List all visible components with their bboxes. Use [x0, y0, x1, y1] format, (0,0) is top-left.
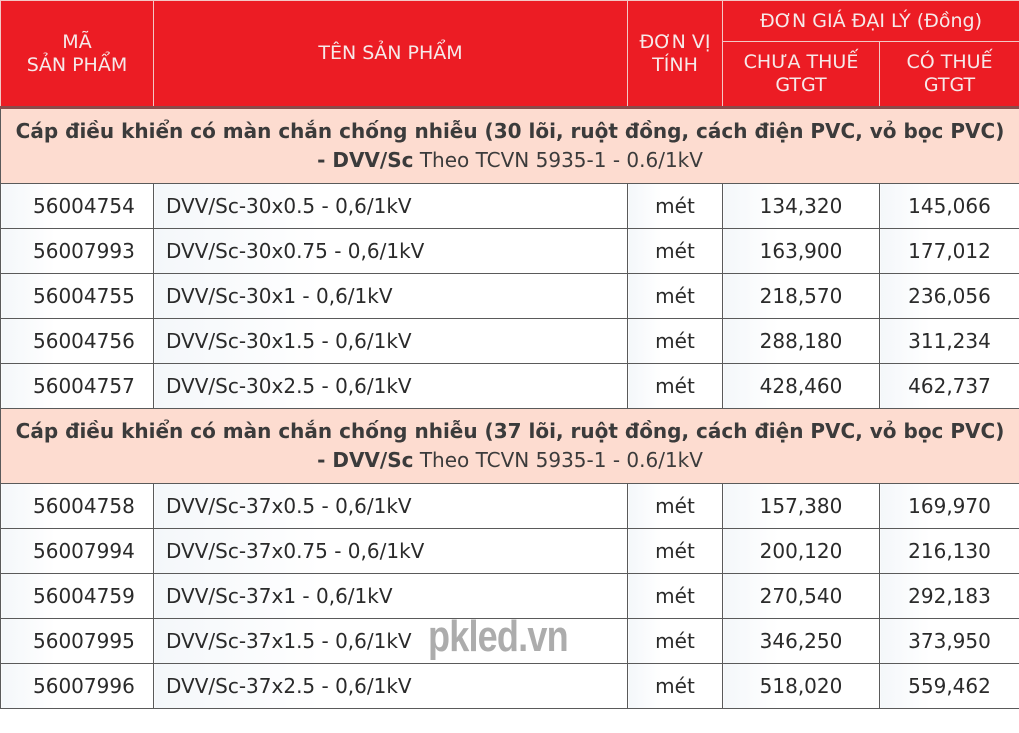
price-incl-vat: 236,056 — [880, 274, 1019, 319]
product-code: 56004757 — [1, 364, 154, 409]
price-excl-vat: 157,380 — [723, 484, 880, 529]
price-incl-vat: 292,183 — [880, 574, 1019, 619]
table-row — [1, 574, 1019, 619]
product-name: DVV/Sc-30x0.75 - 0,6/1kV — [154, 229, 628, 274]
product-code: 56004759 — [1, 574, 154, 619]
header-price-incl-vat — [880, 42, 1019, 108]
product-name: DVV/Sc-30x2.5 - 0,6/1kV — [154, 364, 628, 409]
price-excl-vat: 218,570 — [723, 274, 880, 319]
price-excl-vat: 518,020 — [723, 664, 880, 709]
product-name: DVV/Sc-37x1 - 0,6/1kV — [154, 574, 628, 619]
header-code-line1: MÃ — [62, 30, 92, 53]
table-row — [1, 664, 1019, 709]
header-unit-line2: TÍNH — [652, 53, 698, 76]
table-header — [1, 1, 1019, 108]
header-name: TÊN SẢN PHẨM — [154, 1, 628, 108]
table-row — [1, 274, 1019, 319]
group-subtitle-model: - DVV/Sc — [317, 448, 414, 472]
price-incl-vat: 169,970 — [880, 484, 1019, 529]
header-price-group: ĐƠN GIÁ ĐẠI LÝ (Đồng) — [723, 1, 1019, 42]
product-name: DVV/Sc-37x0.5 - 0,6/1kV — [154, 484, 628, 529]
price-incl-vat: 145,066 — [880, 184, 1019, 229]
header-code-line2: SẢN PHẨM — [26, 53, 128, 76]
product-code: 56004755 — [1, 274, 154, 319]
product-unit: mét — [628, 529, 723, 574]
product-unit: mét — [628, 229, 723, 274]
group-header-row — [1, 108, 1019, 184]
header-unit — [628, 1, 723, 108]
group-title: Cáp điều khiển có màn chắn chống nhiễu (30 lõi, ruột đồng, cách điện PVC, vỏ bọc PVC) — [15, 119, 1005, 143]
product-unit: mét — [628, 619, 723, 664]
header-price-excl-line2: GTGT — [775, 74, 827, 96]
table-row — [1, 529, 1019, 574]
product-name: DVV/Sc-30x1.5 - 0,6/1kV — [154, 319, 628, 364]
group-header-row — [1, 409, 1019, 484]
product-code: 56007996 — [1, 664, 154, 709]
table-row — [1, 229, 1019, 274]
table-row — [1, 619, 1019, 664]
product-unit: mét — [628, 184, 723, 229]
table-row — [1, 484, 1019, 529]
product-code: 56004754 — [1, 184, 154, 229]
group-subtitle — [1, 146, 1019, 175]
group-subtitle-standard: Theo TCVN 5935-1 - 0.6/1kV — [413, 148, 703, 172]
header-price-incl-line2: GTGT — [923, 74, 976, 96]
product-code: 56007995 — [1, 619, 154, 664]
group-subtitle-standard: Theo TCVN 5935-1 - 0.6/1kV — [413, 448, 703, 472]
product-code: 56007993 — [1, 229, 154, 274]
price-excl-vat: 428,460 — [723, 364, 880, 409]
price-incl-vat: 177,012 — [880, 229, 1019, 274]
price-incl-vat: 311,234 — [880, 319, 1019, 364]
product-unit: mét — [628, 484, 723, 529]
group-header-cell — [1, 108, 1019, 184]
price-excl-vat: 134,320 — [723, 184, 880, 229]
table-row — [1, 364, 1019, 409]
header-price-incl-line1: CÓ THUẾ — [906, 51, 993, 73]
price-excl-vat: 163,900 — [723, 229, 880, 274]
product-unit: mét — [628, 364, 723, 409]
product-name: DVV/Sc-37x2.5 - 0,6/1kV — [154, 664, 628, 709]
watermark-text: pkled.vn — [428, 612, 568, 661]
price-excl-vat: 270,540 — [723, 574, 880, 619]
product-name: DVV/Sc-37x0.75 - 0,6/1kV — [154, 529, 628, 574]
product-name: DVV/Sc-37x1.5 - 0,6/1kV — [154, 619, 628, 664]
product-unit: mét — [628, 664, 723, 709]
group-subtitle-model: - DVV/Sc — [317, 148, 414, 172]
header-code — [1, 1, 154, 108]
table-row — [1, 319, 1019, 364]
price-incl-vat: 216,130 — [880, 529, 1019, 574]
header-unit-line1: ĐƠN VỊ — [639, 30, 711, 53]
header-price-excl-vat — [723, 42, 880, 108]
product-code: 56004756 — [1, 319, 154, 364]
product-unit: mét — [628, 274, 723, 319]
price-excl-vat: 288,180 — [723, 319, 880, 364]
product-code: 56004758 — [1, 484, 154, 529]
product-unit: mét — [628, 574, 723, 619]
price-excl-vat: 200,120 — [723, 529, 880, 574]
group-title: Cáp điều khiển có màn chắn chống nhiễu (37 lõi, ruột đồng, cách điện PVC, vỏ bọc PVC) — [15, 419, 1005, 443]
group-subtitle — [1, 446, 1019, 475]
price-incl-vat: 462,737 — [880, 364, 1019, 409]
price-excl-vat: 346,250 — [723, 619, 880, 664]
group-header-cell — [1, 409, 1019, 484]
product-unit: mét — [628, 319, 723, 364]
product-code: 56007994 — [1, 529, 154, 574]
table-row — [1, 184, 1019, 229]
table-body — [1, 108, 1019, 709]
price-incl-vat: 559,462 — [880, 664, 1019, 709]
price-incl-vat: 373,950 — [880, 619, 1019, 664]
product-name: DVV/Sc-30x0.5 - 0,6/1kV — [154, 184, 628, 229]
product-name: DVV/Sc-30x1 - 0,6/1kV — [154, 274, 628, 319]
header-price-excl-line1: CHƯA THUẾ — [743, 51, 859, 73]
